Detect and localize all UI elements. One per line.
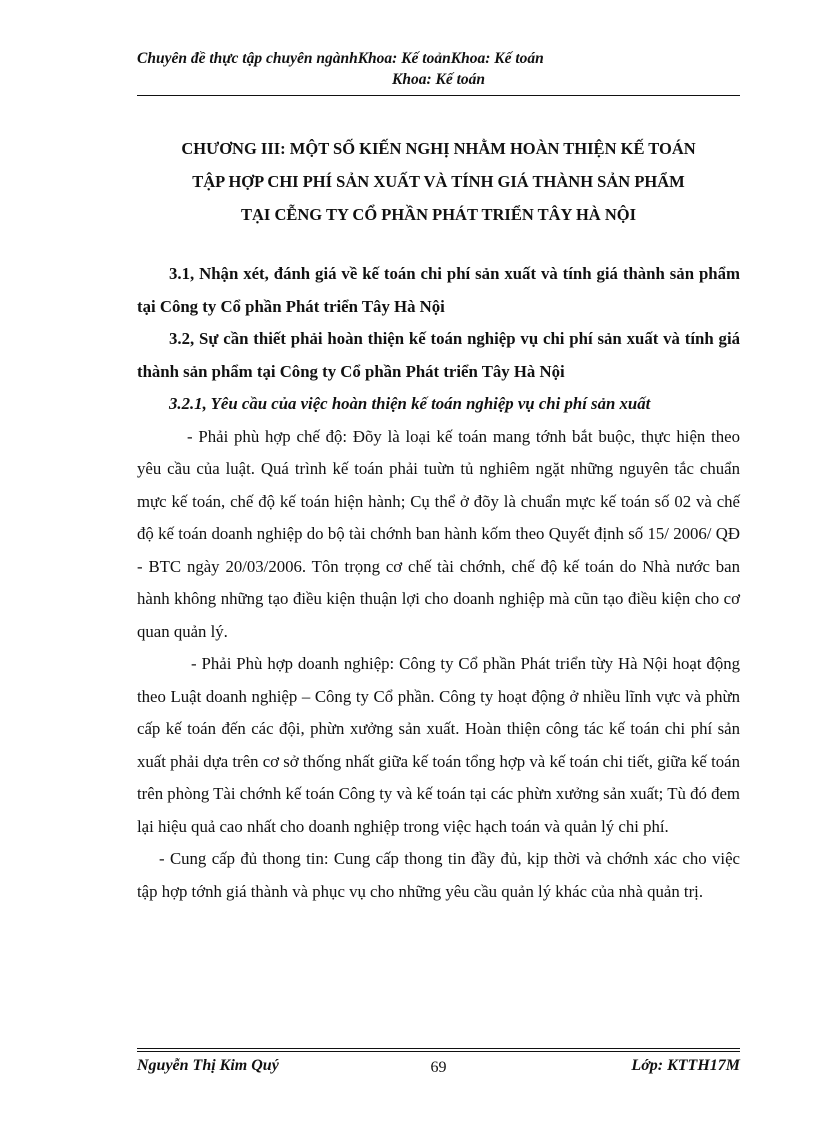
chapter-title-line-1: CHƯƠNG III: MỘT SỐ KIẾN NGHỊ NHẰM HOÀN THIỆN KẾ TOÁN [181,139,696,158]
header-divider [137,95,740,96]
chapter-title-line-2: TẬP HỢP CHI PHÍ SẢN XUẤT VÀ TÍNH GIÁ THÀNH SẢN PHẨM [192,172,685,191]
chapter-title [137,132,740,231]
page-number: 69 [430,1059,447,1076]
paragraph-information: - Cung cấp đủ thong tin: Cung cấp thong tin đầy đủ, kịp thời và chớnh xác cho việc tập hợp tớnh giá thành và phục vụ cho những yêu cầu quản lý khác của nhà quản trị. [137,849,740,901]
page-header [137,48,740,90]
header-line-1: Chuyên đề thực tập chuyên ngànhKhoa: Kế toảnKhoa: Kế toán [137,50,544,67]
section-3-1-heading: 3.1, Nhận xét, đánh giá về kế toán chi phí sản xuất và tính giá thành sản phẩm tại Công ty Cổ phần Phát triển Tây Hà Nội [137,264,740,316]
footer-author: Nguyễn Thị Kim Quý [137,1057,279,1074]
chapter-title-line-3: TẠI CỄNG TY CỔ PHẦN PHÁT TRIỂN TÂY HÀ NỘI [241,205,636,224]
document-body [137,258,740,908]
section-3-2-1-heading: 3.2.1, Yêu cầu của việc hoàn thiện kế toán nghiệp vụ chi phí sản xuất [169,394,651,413]
paragraph-regime: - Phải phù hợp chế độ: Đõy là loại kế toán mang tớnh bắt buộc, thực hiện theo yêu cầu của luật. Quá trình kế toán phải tuừn tủ nghiêm ngặt những nguyên tắc chuẩn mực kế toán, chế độ kế toán hiện hành; Cụ thể ở đõy là chuẩn mực kế toán số 02 và chế độ kế toán doanh nghiệp do bộ tài chớnh ban hành kốm theo Quyết định số 15/ 2006/ QĐ - BTC ngày 20/03/2006. Tôn trọng cơ chế tài chớnh, chế độ kế toán do Nhà nước ban hành không những tạo điều kiện thuận lợi cho doanh nghiệp mà cũn tạo điều kiện cho cơ quan quản lý. [137,426,740,641]
section-3-2-heading: 3.2, Sự cần thiết phải hoàn thiện kế toán nghiệp vụ chi phí sản xuất và tính giá thành sản phẩm tại Công ty Cổ phần Phát triển Tây Hà Nội [137,329,740,381]
footer-divider-bottom [137,1051,740,1052]
footer-class: Lớp: KTTH17M [631,1057,740,1074]
footer-divider-top [137,1048,740,1049]
header-line-2: Khoa: Kế toán [391,71,485,88]
paragraph-enterprise: - Phải Phù hợp doanh nghiệp: Công ty Cổ phần Phát triển từy Hà Nội hoạt động theo Luật doanh nghiệp – Công ty Cổ phần. Công ty hoạt động ở nhiều lĩnh vực và phừn cấp kế toán đến các đội, phừn xưởng sản xuất. Hoàn thiện công tác kế toán chi phí sản xuất phải dựa trên cơ sở thống nhất giữa kế toán tổng hợp và kế toán chi tiết, giữa kế toán trên phòng Tài chớnh kế toán Công ty và kế toán tại các phừn xưởng sản xuất; Tù đó đem lại hiệu quả cao nhất cho doanh nghiệp trong việc hạch toán và quản lý chi phí. [137,654,740,836]
